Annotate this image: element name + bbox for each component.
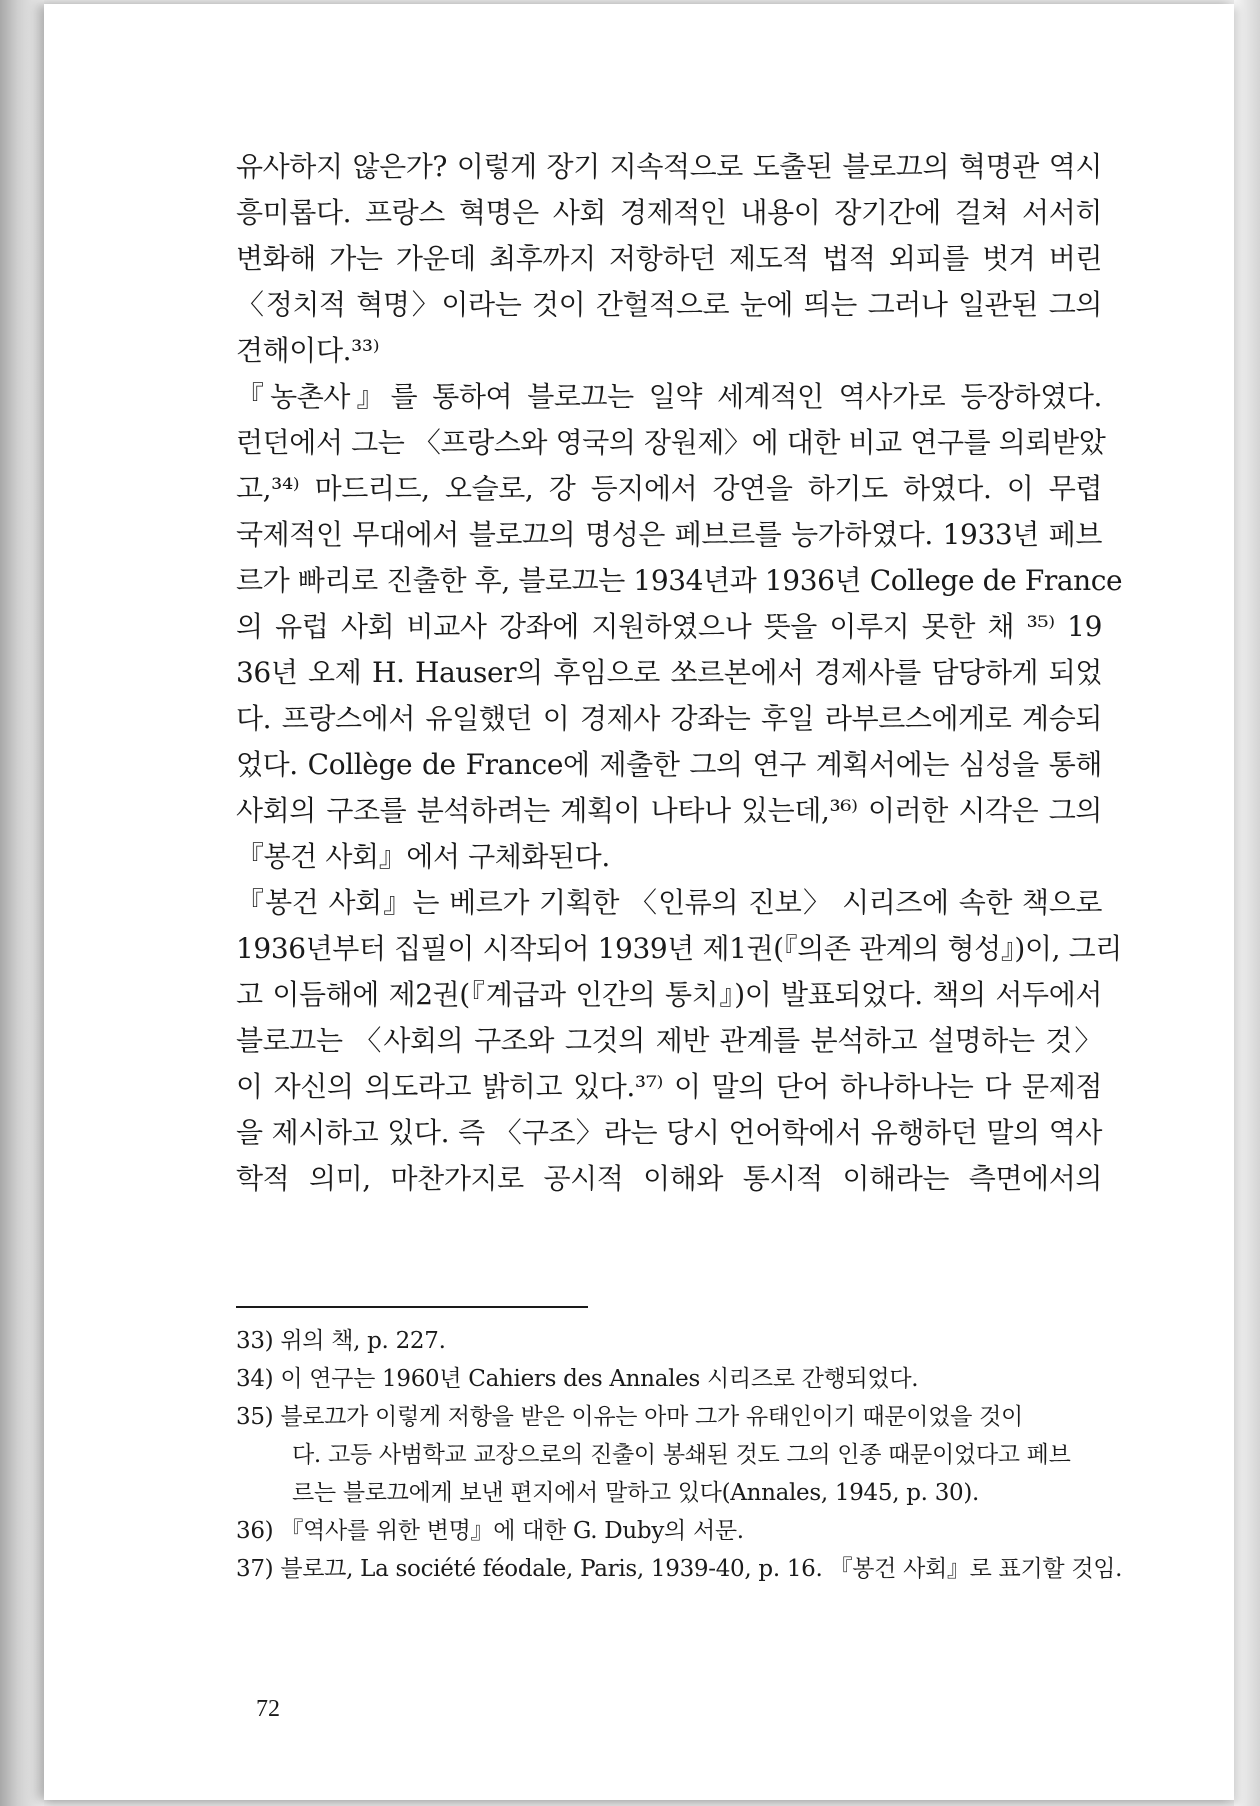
- body-line: 흥미롭다. 프랑스 혁명은 사회 경제적인 내용이 장기간에 걸쳐 서서히: [236, 196, 1102, 229]
- body-line: 고 이듬해에 제2권(『계급과 인간의 통치』)이 발표되었다. 책의 서두에서: [236, 978, 1102, 1011]
- body-line: 36년 오제 H. Hauser의 후임으로 쏘르본에서 경제사를 담당하게 되었: [236, 656, 1102, 689]
- page-edge-shadow: [1234, 0, 1260, 1806]
- body-line: 『농촌사』를 통하여 블로끄는 일약 세계적인 역사가로 등장하였다.: [236, 380, 1102, 413]
- footnote-33: 33) 위의 책, p. 227.: [236, 1328, 446, 1354]
- body-line: 고,³⁴⁾ 마드리드, 오슬로, 강 등지에서 강연을 하기도 하였다. 이 무렵: [236, 472, 1102, 505]
- footnote-rule: [236, 1306, 588, 1308]
- body-line: 의 유럽 사회 비교사 강좌에 지원하였으나 뜻을 이루지 못한 채 ³⁵⁾ 19: [236, 610, 1102, 643]
- body-line: 유사하지 않은가? 이렇게 장기 지속적으로 도출된 블로끄의 혁명관 역시: [236, 150, 1102, 183]
- body-line: 이 자신의 의도라고 밝히고 있다.³⁷⁾ 이 말의 단어 하나하나는 다 문제점: [236, 1070, 1102, 1103]
- body-line: 블로끄는 〈사회의 구조와 그것의 제반 관계를 분석하고 설명하는 것〉: [236, 1024, 1102, 1057]
- body-line: 사회의 구조를 분석하려는 계획이 나타나 있는데,³⁶⁾ 이러한 시각은 그의: [236, 794, 1102, 827]
- body-line: 다. 프랑스에서 유일했던 이 경제사 강좌는 후일 라부르스에게로 계승되: [236, 702, 1102, 735]
- body-line: 르가 빠리로 진출한 후, 블로끄는 1934년과 1936년 College de France: [236, 564, 1123, 597]
- footnotes: [236, 1306, 1123, 1588]
- body-line: 을 제시하고 있다. 즉 〈구조〉라는 당시 언어학에서 유행하던 말의 역사: [236, 1116, 1102, 1149]
- body-line: 학적 의미, 마찬가지로 공시적 이해와 통시적 이해라는 측면에서의: [236, 1162, 1102, 1195]
- footnote-36: 36) 『역사를 위한 변명』에 대한 G. Duby의 서문.: [236, 1518, 744, 1544]
- body-line: 『봉건 사회』는 베르가 기획한 〈인류의 진보〉 시리즈에 속한 책으로: [236, 886, 1102, 919]
- body-line: 었다. Collège de France에 제출한 그의 연구 계획서에는 심성을 통해: [236, 748, 1102, 781]
- body-line: 변화해 가는 가운데 최후까지 저항하던 제도적 법적 외피를 벗겨 버린: [236, 242, 1102, 275]
- footnote-35: 35) 블로끄가 이렇게 저항을 받은 이유는 아마 그가 유태인이기 때문이었을 것이: [236, 1404, 1023, 1430]
- footnote-34: 34) 이 연구는 1960년 Cahiers des Annales 시리즈로 간행되었다.: [236, 1366, 919, 1392]
- body-line: 1936년부터 집필이 시작되어 1939년 제1권(『의존 관계의 형성』)이, 그리: [236, 932, 1122, 965]
- body-line: 〈정치적 혁명〉이라는 것이 간헐적으로 눈에 띄는 그러나 일관된 그의: [236, 288, 1102, 321]
- book-spine-shadow: [0, 0, 44, 1806]
- body-line: 견해이다.³³⁾: [236, 334, 380, 367]
- footnote-37: 37) 블로끄, La société féodale, Paris, 1939-40, p. 16. 『봉건 사회』로 표기할 것임.: [236, 1556, 1123, 1582]
- page-number: 72: [256, 1696, 280, 1722]
- body-text: [236, 144, 1123, 1202]
- body-line: 『봉건 사회』에서 구체화된다.: [236, 840, 610, 873]
- footnote-35-continued: 르는 블로끄에게 보낸 편지에서 말하고 있다(Annales, 1945, p. 30).: [292, 1480, 980, 1506]
- body-line: 국제적인 무대에서 블로끄의 명성은 페브르를 능가하였다. 1933년 페브: [236, 518, 1102, 551]
- body-line: 런던에서 그는 〈프랑스와 영국의 장원제〉에 대한 비교 연구를 의뢰받았: [236, 426, 1106, 459]
- footnote-35-continued: 다. 고등 사범학교 교장으로의 진출이 봉쇄된 것도 그의 인종 때문이었다고 페브: [292, 1442, 1071, 1468]
